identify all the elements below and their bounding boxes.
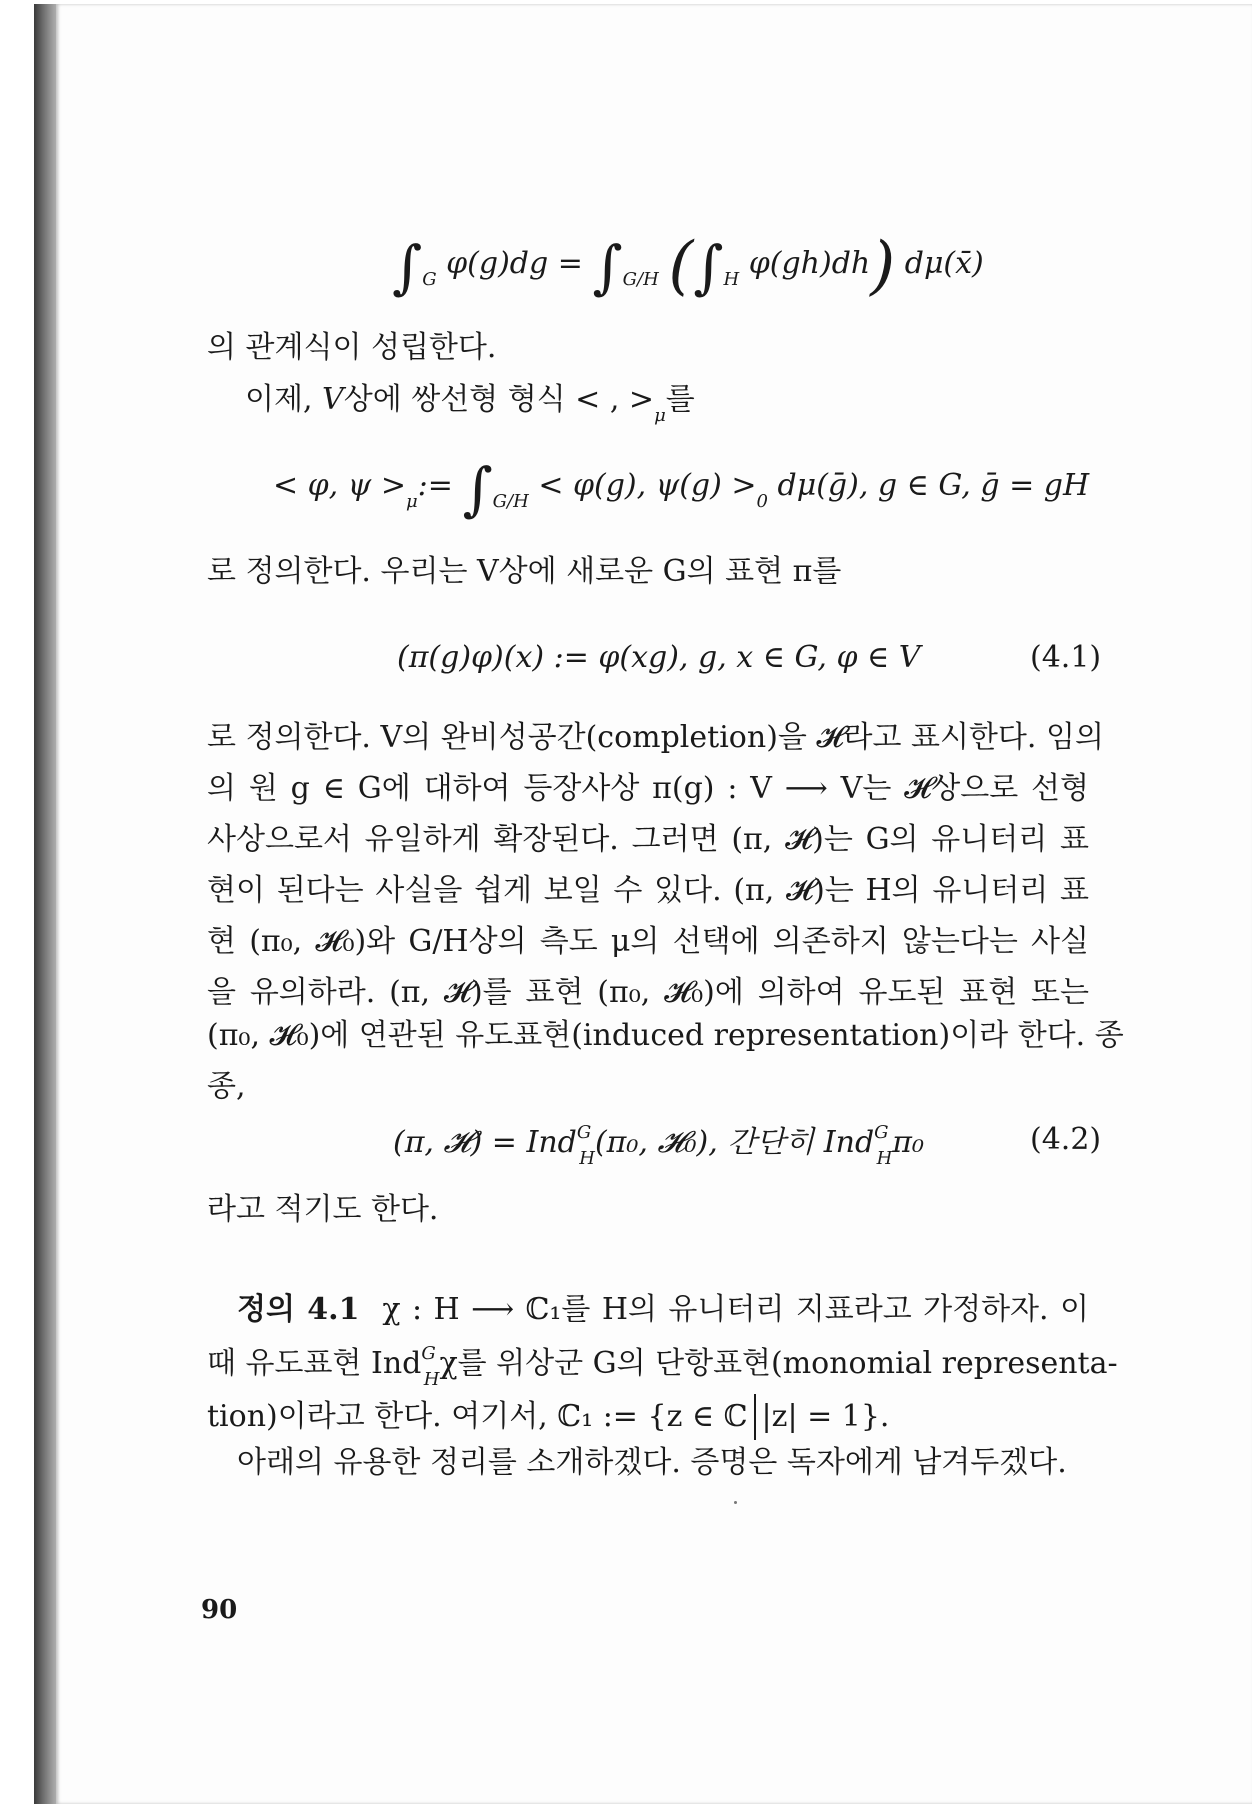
page-number: 90: [201, 1595, 238, 1625]
integral-sign: ∫: [392, 233, 423, 301]
subscript: H: [423, 1369, 440, 1390]
math-var: V: [322, 382, 344, 417]
text-line: 의 관계식이 성립한다.: [207, 330, 497, 365]
eq-inner-body: φ(gh)dh: [748, 246, 871, 281]
eq-part: (π₀, 𝓗₀), 간단히 Ind: [594, 1125, 875, 1160]
eq-tail: dμ(x̄): [904, 246, 984, 281]
subscript: μ: [405, 491, 418, 512]
equation-inner-product: [273, 455, 1090, 523]
integral-subscript: H: [723, 269, 740, 290]
integral-subscript: G/H: [492, 491, 529, 512]
text-line: 라고 적기도 한다.: [207, 1192, 439, 1227]
integral-subscript: G: [422, 269, 437, 290]
definition-text: 때 유도표현 Ind: [207, 1346, 422, 1381]
paragraph-line: 종,: [207, 1069, 246, 1104]
eq-lhs: < φ, ψ >: [273, 468, 406, 503]
text-span: 를: [665, 382, 695, 417]
superscript: G: [421, 1343, 436, 1364]
definition-line: [207, 1343, 1118, 1391]
eq-part: (π, 𝓗) = Ind: [393, 1125, 577, 1160]
eq-tail: dμ(ḡ), g ∈ G, ḡ = gH: [767, 468, 1090, 503]
speck: [734, 1501, 737, 1504]
paragraph-line: 의 원 g ∈ G에 대하여 등장사상 π(g) : V ⟶ V는 𝓗상으로 선형: [207, 771, 1089, 806]
eq-body: < φ(g), ψ(g) >: [538, 468, 757, 503]
equation-number: (4.2): [1030, 1122, 1102, 1157]
text-line: 아래의 유용한 정리를 소개하겠다. 증명은 독자에게 남겨두겠다.: [237, 1445, 1067, 1480]
paragraph-line: 현이 된다는 사실을 쉽게 보일 수 있다. (π, 𝓗)는 H의 유니터리 표: [207, 873, 1089, 908]
integral-sign: ∫: [592, 233, 623, 301]
paragraph-line: 현 (π₀, 𝓗₀)와 G/H상의 측도 μ의 선택에 의존하지 않는다는 사실: [207, 924, 1089, 959]
integral-sign: ∫: [462, 455, 493, 523]
eq-part: π₀: [892, 1125, 925, 1160]
set-builder-bar: [754, 1394, 756, 1440]
close-paren: ): [870, 229, 896, 303]
definition-text: χ : H ⟶ ℂ₁를 H의 유니터리 지표라고 가정하자. 이: [382, 1292, 1089, 1327]
equation-integral: [392, 229, 984, 303]
subscript: μ: [654, 405, 666, 426]
eq-lhs: φ(g)dg =: [446, 246, 593, 281]
definition-line: [207, 1394, 889, 1440]
open-paren: (: [668, 229, 694, 303]
subscript: H: [876, 1148, 893, 1169]
equation-number: (4.1): [1030, 640, 1102, 675]
paragraph-line: 로 정의한다. V의 완비성공간(completion)을 𝓗라고 표시한다. 임의: [207, 720, 1104, 755]
paragraph-line: (π₀, 𝓗₀)에 연관된 유도표현(induced representation)이라 한다. 종: [207, 1018, 1124, 1053]
text-span: 상에 쌍선형 형식 < , >: [343, 382, 655, 417]
text-line: [245, 382, 695, 427]
equation-4-1: (π(g)φ)(x) := φ(xg), g, x ∈ G, φ ∈ V: [397, 640, 921, 675]
definition-text: |z| = 1}.: [761, 1399, 890, 1434]
text-span: 이제,: [245, 382, 323, 417]
definition-line: [237, 1292, 1089, 1328]
assign: :=: [417, 468, 463, 503]
subscript: 0: [756, 491, 768, 512]
definition-text: χ를 위상군 G의 단항표현(monomial representa-: [439, 1346, 1118, 1381]
subscript: H: [579, 1148, 595, 1169]
definition-text: tion)이라고 한다. 여기서, ℂ₁ := {z ∈ ℂ: [207, 1399, 748, 1434]
text-line: 로 정의한다. 우리는 V상에 새로운 G의 표현 π를: [207, 554, 842, 589]
paragraph-line: 사상으로서 유일하게 확장된다. 그러면 (π, 𝓗)는 G의 유니터리 표: [207, 822, 1089, 857]
integral-sign: ∫: [693, 233, 724, 301]
equation-4-2: [393, 1122, 924, 1170]
superscript: G: [874, 1122, 889, 1143]
integral-subscript: G/H: [622, 269, 659, 290]
definition-label: 정의 4.1: [237, 1292, 360, 1327]
superscript: G: [576, 1122, 592, 1143]
paragraph-line: 을 유의하라. (π, 𝓗)를 표현 (π₀, 𝓗₀)에 의하여 유도된 표현 또는: [207, 975, 1089, 1010]
